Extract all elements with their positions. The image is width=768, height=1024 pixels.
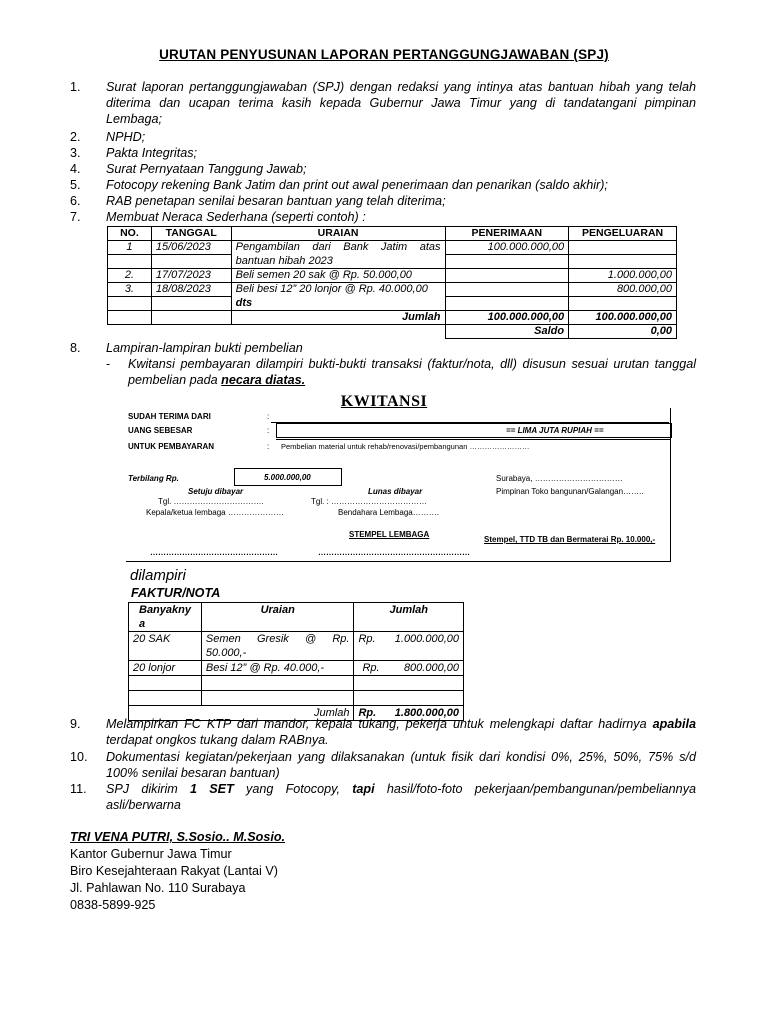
- column-header: PENGELUARAN: [569, 227, 677, 241]
- jumlah-row: [108, 311, 677, 325]
- table-row: [108, 255, 677, 269]
- table-row: [129, 691, 464, 706]
- contact-block: [70, 829, 285, 914]
- uang-sebesar-label: UANG SEBESAR: [128, 426, 193, 435]
- cell-uraian: bantuan hibah 2023: [231, 255, 445, 269]
- table-row: [129, 632, 464, 661]
- list-item: [70, 79, 695, 129]
- cell-penerimaan: [445, 297, 569, 311]
- empty-cell: [151, 311, 231, 325]
- cell-banyak: 20 lonjor: [129, 661, 202, 676]
- cell-jumlah: [354, 661, 464, 676]
- emphasis: 1 SET: [190, 782, 234, 796]
- saldo-row: [108, 325, 677, 339]
- table-row: [108, 283, 677, 297]
- cell-pengeluaran: 1.000.000,00: [569, 269, 677, 283]
- emphasis: apabila: [652, 717, 696, 731]
- text-segment: terdapat ongkos tukang dalam RABnya.: [106, 733, 329, 748]
- cell-uraian: Semen Gresik @ Rp. 50.000,-: [201, 632, 354, 661]
- empty-cell: [108, 325, 446, 339]
- cell-penerimaan: [445, 269, 569, 283]
- emphasis: tapi: [352, 782, 375, 796]
- saldo-label: Saldo: [445, 325, 569, 339]
- item-number: 2.: [70, 130, 81, 144]
- untuk-pembayaran-label: UNTUK PEMBAYARAN: [128, 442, 215, 451]
- cell-no: 2.: [108, 269, 152, 283]
- column-header: Uraian: [201, 603, 354, 632]
- item-text: NPHD;: [106, 130, 146, 144]
- table-header-row: [129, 603, 464, 632]
- text-segment: yang Fotocopy,: [233, 782, 353, 796]
- column-header: PENERIMAAN: [445, 227, 569, 241]
- amount: 800.000,00: [403, 662, 459, 674]
- cell-tanggal: [151, 297, 231, 311]
- list-item: [70, 781, 695, 813]
- column-header: TANGGAL: [151, 227, 231, 241]
- sub-list-item: [70, 356, 695, 390]
- cell-tanggal: 17/07/2023: [151, 269, 231, 283]
- lunas-label: Lunas dibayar: [368, 487, 423, 496]
- item-text: Membuat Neraca Sederhana (seperti contoh) :: [106, 210, 366, 224]
- list-item: [70, 129, 695, 145]
- jumlah-pengeluaran: 100.000.000,00: [569, 311, 677, 325]
- cell-penerimaan: 100.000.000,00: [445, 241, 569, 255]
- column-header: Banyakny a: [129, 603, 202, 632]
- cell-pengeluaran: [569, 297, 677, 311]
- item-text: Surat Pernyataan Tanggung Jawab;: [106, 162, 307, 176]
- cell-pengeluaran: [569, 241, 677, 255]
- signature-line-bendahara: …………………………………………………: [318, 548, 470, 557]
- list-item: [70, 209, 695, 225]
- dilampiri-label: dilampiri: [130, 567, 186, 584]
- cell-penerimaan: [445, 283, 569, 297]
- contact-line: Jl. Pahlawan No. 110 Surabaya: [70, 881, 246, 895]
- pembayaran-value: Pembelian material untuk rehab/renovasi/pembangunan ……………………: [281, 442, 530, 451]
- item-number: 5.: [70, 178, 81, 192]
- faktur-title: FAKTUR/NOTA: [131, 586, 221, 600]
- item-text: Lampiran-lampiran bukti pembelian: [106, 341, 303, 355]
- list-item: [70, 749, 695, 781]
- table-row: [108, 241, 677, 255]
- amount: 1.000.000,00: [394, 633, 459, 645]
- jumlah-label: Jumlah: [201, 706, 354, 721]
- cell-jumlah: [354, 632, 464, 661]
- item-number: 11.: [70, 782, 87, 796]
- item-number: 3.: [70, 146, 81, 160]
- contact-phone: 0838-5899-925: [70, 898, 156, 912]
- sub-item-text: [128, 356, 696, 388]
- currency-label: Rp.: [362, 662, 380, 674]
- column-header: URAIAN: [231, 227, 445, 241]
- cell-tanggal: 18/08/2023: [151, 283, 231, 297]
- table-row: [108, 269, 677, 283]
- column-header: Jumlah: [354, 603, 464, 632]
- table-row: [129, 676, 464, 691]
- dash-bullet: -: [106, 357, 111, 371]
- item-number: 10.: [70, 750, 88, 764]
- cell-uraian: Pengambilan dari Bank Jatim atas: [231, 241, 445, 255]
- kepala-label: Kepala/ketua lembaga …………………: [146, 508, 284, 517]
- column-header: NO.: [108, 227, 152, 241]
- tgl-setuju: Tgl. …………………………….: [158, 497, 264, 506]
- list-item: [70, 716, 695, 748]
- signature-line-kepala: …………………………………………: [150, 548, 278, 557]
- list-item: [70, 193, 695, 209]
- stempel-lembaga: STEMPEL LEMBAGA: [349, 530, 430, 539]
- colon: :: [267, 442, 270, 451]
- item-text: RAB penetapan senilai besaran bantuan yang telah diterima;: [106, 194, 446, 208]
- sudah-terima-label: SUDAH TERIMA DARI: [128, 412, 211, 421]
- empty-cell: [201, 676, 354, 691]
- colon: :: [267, 426, 270, 435]
- cell-pengeluaran: [569, 255, 677, 269]
- empty-cell: [129, 691, 202, 706]
- list-item: [70, 145, 695, 161]
- item-text: [106, 716, 696, 748]
- uang-value: == LIMA JUTA RUPIAH ==: [506, 426, 604, 435]
- cell-uraian: Beli besi 12” 20 lonjor @ Rp. 40.000,00: [231, 283, 445, 297]
- text-segment: Melampirkan FC KTP dari mandor, kepala tukang, pekerja untuk melengkapi daftar hadirnya: [106, 717, 653, 731]
- item-text: Pakta Integritas;: [106, 146, 198, 160]
- jumlah-penerimaan: 100.000.000,00: [445, 311, 569, 325]
- item-text: Surat laporan pertanggungjawaban (SPJ) dengan redaksi yang intinya atas bantuan hibah yang telah diterima dan ucapan terima kasih kepada Gubernur Jawa Timur yang di tandatangani pimpinan Lembaga;: [106, 80, 696, 127]
- item-number: 4.: [70, 162, 81, 176]
- cell-no: 3.: [108, 283, 152, 297]
- item-text: [106, 781, 696, 813]
- bendahara-label: Bendahara Lembaga……….: [338, 508, 439, 517]
- saldo-value: 0,00: [569, 325, 677, 339]
- currency-label: Rp.: [358, 633, 376, 645]
- empty-cell: [354, 676, 464, 691]
- cell-tanggal: 15/06/2023: [151, 241, 231, 255]
- divider: [276, 439, 670, 440]
- text-segment: SPJ dikirim: [106, 782, 190, 796]
- list-item: [70, 177, 695, 193]
- pimpinan-label: Pimpinan Toko bangunan/Galangan……..: [496, 487, 644, 496]
- terbilang-value: 5.000.000,00: [264, 473, 311, 482]
- document-title: URUTAN PENYUSUNAN LAPORAN PERTANGGUNGJAWABAN (SPJ): [159, 47, 609, 62]
- currency-label: Rp.: [358, 707, 377, 719]
- item-number: 8.: [70, 341, 81, 355]
- kwitansi-title: KWITANSI: [340, 393, 428, 410]
- stempel-ttd-note: Stempel, TTD TB dan Bermaterai Rp. 10.000,-: [484, 535, 656, 544]
- empty-cell: [354, 691, 464, 706]
- table-header-row: [108, 227, 677, 241]
- colon: :: [267, 412, 270, 421]
- empty-cell: [201, 691, 354, 706]
- cell-no: 1: [108, 241, 152, 255]
- cell-tanggal: [151, 255, 231, 269]
- surabaya-date: Surabaya, ……………………………: [496, 474, 623, 483]
- amount: 1.800.000,00: [394, 707, 459, 719]
- cell-no: [108, 297, 152, 311]
- empty-cell: [129, 676, 202, 691]
- amount-words-box: [276, 423, 672, 438]
- contact-name: TRI VENA PUTRI, S.Sosio.. M.Sosio.: [70, 830, 286, 844]
- sub-item-emphasis: necara diatas.: [221, 373, 306, 388]
- terbilang-label: Terbilang Rp.: [128, 474, 179, 483]
- cell-no: [108, 255, 152, 269]
- cell-pengeluaran: 800.000,00: [569, 283, 677, 297]
- cell-penerimaan: [445, 255, 569, 269]
- jumlah-label: Jumlah: [231, 311, 445, 325]
- cell-uraian: Besi 12” @ Rp. 40.000,-: [201, 661, 354, 676]
- item-text: Fotocopy rekening Bank Jatim dan print out awal penerimaan dan penarikan (saldo akhir);: [106, 178, 608, 192]
- item-number: 6.: [70, 194, 81, 208]
- cell-uraian: dts: [231, 297, 445, 311]
- item-number: 9.: [70, 717, 81, 731]
- tgl-lunas: Tgl. : ………………………………: [311, 497, 428, 506]
- item-text: Dokumentasi kegiatan/pekerjaan yang dilaksanakan (untuk fisik dari kondisi 0%, 25%, 50%, 75% s/d 100% senilai besaran bantuan): [106, 750, 696, 781]
- contact-line: Biro Kesejahteraan Rakyat (Lantai V): [70, 864, 278, 878]
- table-row: [129, 661, 464, 676]
- faktur-table: [128, 602, 464, 721]
- contact-line: Kantor Gubernur Jawa Timur: [70, 847, 232, 861]
- item-number: 1.: [70, 80, 81, 94]
- table-row: [108, 297, 677, 311]
- empty-cell: [108, 311, 152, 325]
- cell-uraian: Beli semen 20 sak @ Rp. 50.000,00: [231, 269, 445, 283]
- sub-item-body: Kwitansi pembayaran dilampiri bukti-bukti transaksi (faktur/nota, dll) disusun sesuai urutan tanggal pembelian pada: [128, 357, 696, 388]
- list-item: [70, 340, 695, 356]
- cell-banyak: 20 SAK: [129, 632, 202, 661]
- item-number: 7.: [70, 210, 81, 224]
- list-item: [70, 161, 695, 177]
- text-segment: hasil/foto-foto pekerjaan/pembangunan/pembeliannya asli/berwarna: [106, 782, 696, 813]
- setuju-label: Setuju dibayar: [188, 487, 244, 496]
- neraca-table: [107, 226, 677, 339]
- kwitansi-receipt: [126, 408, 671, 562]
